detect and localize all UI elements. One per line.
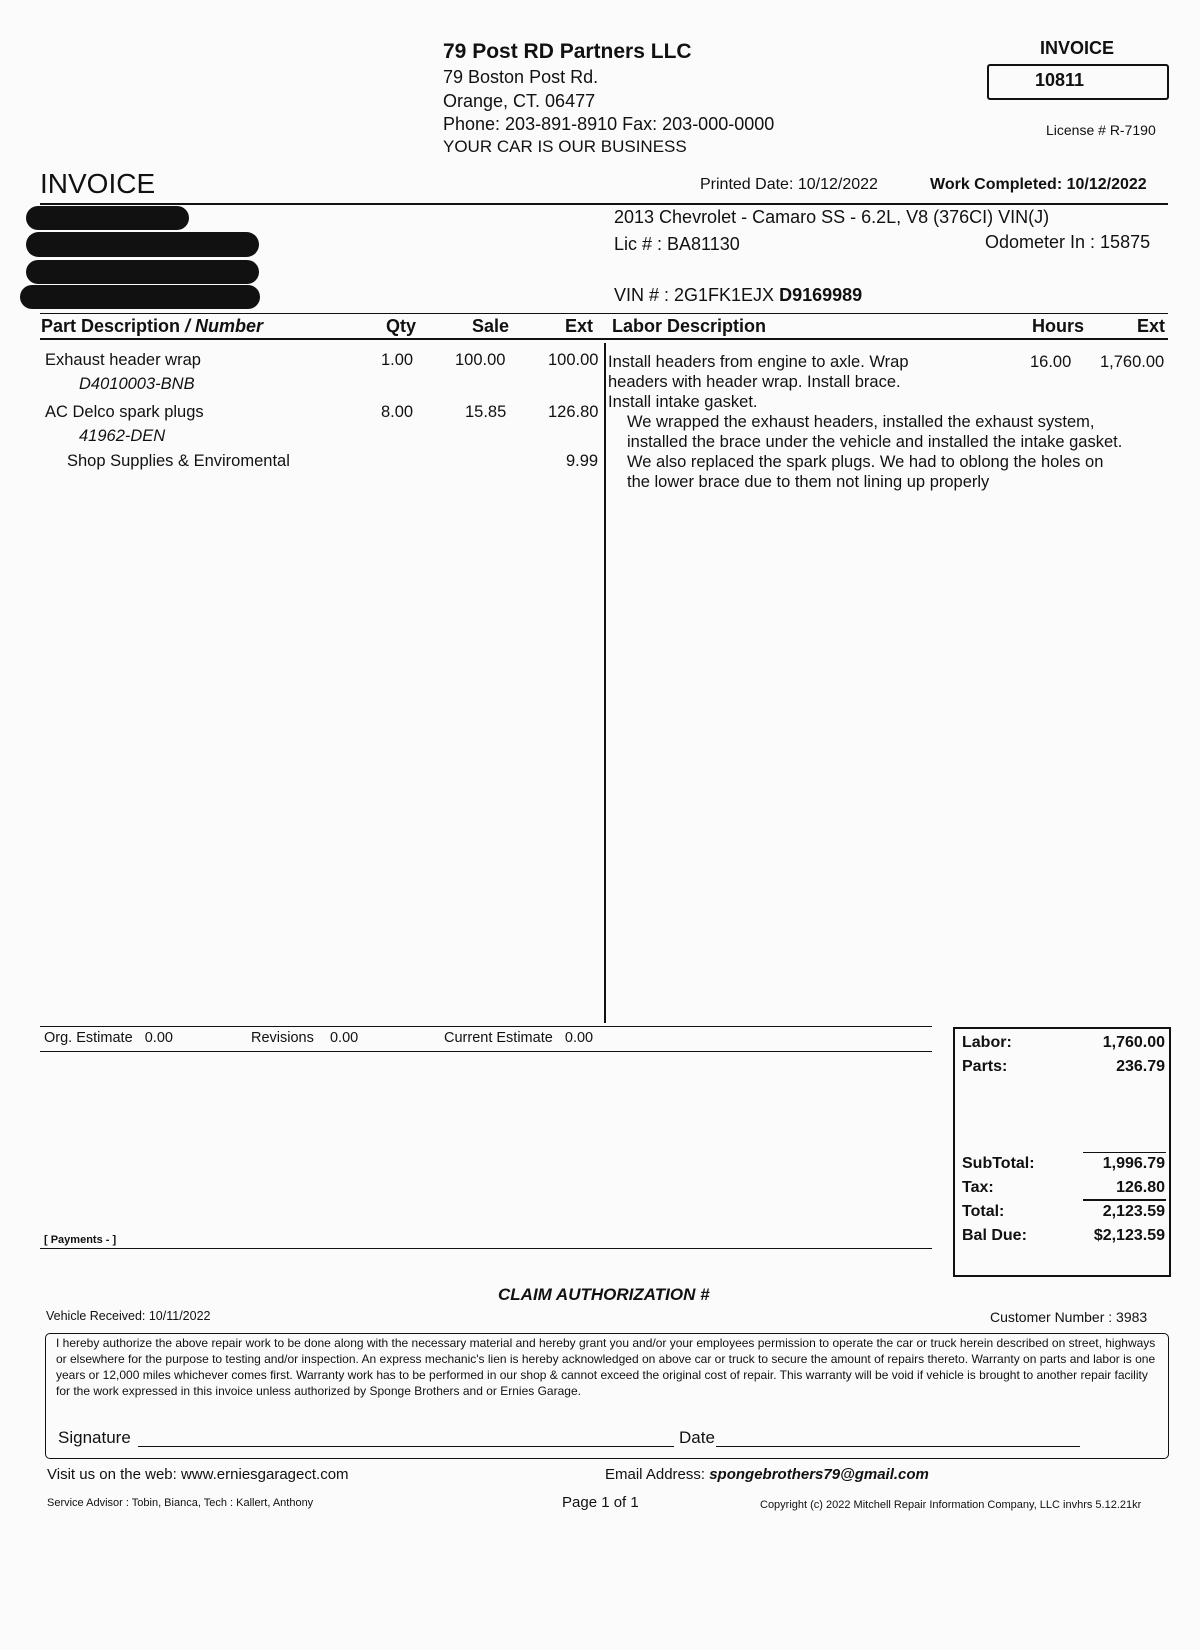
org-estimate: Org. Estimate 0.00 [44,1030,173,1046]
company-address-line1: 79 Boston Post Rd. [443,67,599,87]
work-completed-date: Work Completed: 10/12/2022 [930,176,1147,193]
footer-email: Email Address: spongebrothers79@gmail.com [605,1466,929,1483]
estimates-bottom-rule [40,1051,932,1052]
totals-balance-due-label: Bal Due: [962,1227,1027,1244]
vin-prefix: VIN # : 2G1FK1EJX [614,285,780,305]
redacted-customer-city [26,260,259,284]
totals-subtotal-label: SubTotal: [962,1155,1035,1172]
footer-page-number: Page 1 of 1 [562,1494,639,1511]
labor-note-line: the lower brace due to them not lining up properly [627,473,990,491]
subtotal-rule [1083,1152,1166,1153]
col-header-labor-ext: Ext [1137,316,1166,336]
claim-authorization: CLAIM AUTHORIZATION # [498,1285,710,1304]
signature-line[interactable] [138,1446,674,1447]
totals-tax-label: Tax: [962,1179,994,1196]
current-estimate: Current Estimate 0.00 [444,1030,594,1046]
footer-website: Visit us on the web: www.erniesgaragect.com [47,1466,349,1483]
totals-parts-value: 236.79 [1116,1058,1165,1075]
payments-rule [40,1248,932,1249]
col-header-labor-description: Labor Description [612,316,767,336]
date-line[interactable] [716,1446,1080,1447]
labor-line-1: Install headers from engine to axle. Wrap [608,353,909,371]
vehicle-vin [614,285,862,306]
labor-note-line: We wrapped the exhaust headers, installed the exhaust system, [627,413,1095,431]
part-description: Shop Supplies & Enviromental [67,452,290,470]
totals-balance-due-value: $2,123.59 [1093,1227,1165,1244]
part-ext: 126.80 [548,403,599,421]
totals-tax-value: 126.80 [1116,1179,1165,1196]
invoice-number: 10811 [1035,70,1085,90]
part-description: Exhaust header wrap [45,351,201,369]
col-header-hours: Hours [1032,316,1085,336]
col-header-part-description: Part Description / Number [41,316,264,336]
parts-labor-divider [604,343,606,1023]
part-qty: 1.00 [381,351,414,369]
company-address-line2: Orange, CT. 06477 [443,91,596,111]
part-ext: 100.00 [548,351,599,369]
totals-labor-value: 1,760.00 [1102,1034,1165,1051]
company-name: 79 Post RD Partners LLC [443,40,692,63]
labor-note-line: We also replaced the spark plugs. We had to oblong the holes on [627,453,1104,471]
labor-line-3: Install intake gasket. [608,393,758,411]
vehicle-description: 2013 Chevrolet - Camaro SS - 6.2L, V8 (376CI) VIN(J) [614,207,1050,227]
invoice-box-label: INVOICE [1040,38,1115,58]
authorization-text: I hereby authorize the above repair work to be done along with the necessary material and hereby grant you and/or your employees permission to operate the car or truck herein described on street, highways or elsewhere for the purpose to testing and/or inspection. An express mechanic's lien is hereby acknowledged on above car or truck to secure the amount of repairs thereto. Warranty on parts and labor is one years or 12,000 miles whichever comes first. Warranty work has to be performed in our shop & cannot exceed the original cost of repair. This warranty will be void if vehicle is brought to another repair facility for the work expressed in this invoice unless authorized by Sponge Brothers and or Ernies Garage. [56,1336,1156,1398]
part-number: D4010003-BNB [79,375,195,393]
part-number: 41962-DEN [79,427,166,445]
revisions: Revisions 0.00 [251,1030,359,1046]
col-header-qty: Qty [386,316,417,336]
footer-service-advisor: Service Advisor : Tobin, Bianca, Tech : Kallert, Anthony [47,1497,314,1509]
totals-labor-label: Labor: [962,1034,1012,1051]
vehicle-license-plate: Lic # : BA81130 [614,234,740,254]
total-rule [1083,1199,1166,1201]
vehicle-received-date: Vehicle Received: 10/11/2022 [46,1309,211,1323]
signature-label: Signature [58,1428,131,1447]
col-header-sale: Sale [472,316,510,336]
part-ext: 9.99 [566,452,599,470]
labor-note-line: installed the brace under the vehicle and installed the intake gasket. [627,433,1123,451]
redacted-customer-name [26,206,189,230]
table-header-rule [40,338,1168,340]
labor-hours: 16.00 [1030,353,1072,371]
estimates-top-rule [40,1026,932,1027]
redacted-customer-address [26,232,259,257]
part-description: AC Delco spark plugs [45,403,204,421]
company-phone-fax: Phone: 203-891-8910 Fax: 203-000-0000 [443,114,775,134]
customer-number: Customer Number : 3983 [990,1309,1148,1325]
vin-suffix: D9169989 [779,285,863,305]
totals-parts-label: Parts: [962,1058,1008,1075]
date-label: Date [679,1428,715,1447]
title-divider [40,203,1168,205]
table-header-top-rule [40,313,1168,314]
labor-line-2: headers with header wrap. Install brace. [608,373,901,391]
footer-copyright: Copyright (c) 2022 Mitchell Repair Information Company, LLC invhrs 5.12.21kr [760,1499,1142,1511]
part-sale: 15.85 [465,403,507,421]
odometer-in: Odometer In : 15875 [985,232,1151,252]
col-header-ext: Ext [565,316,594,336]
totals-subtotal-value: 1,996.79 [1102,1155,1165,1172]
redacted-customer-phone [20,285,260,309]
license-number: License # R-7190 [1046,122,1156,138]
payments-label: [ Payments - ] [44,1234,117,1246]
page-title: INVOICE [40,168,156,199]
company-slogan: YOUR CAR IS OUR BUSINESS [443,137,687,156]
totals-total-value: 2,123.59 [1102,1203,1165,1220]
totals-total-label: Total: [962,1203,1005,1220]
part-qty: 8.00 [381,403,414,421]
part-sale: 100.00 [455,351,506,369]
labor-ext: 1,760.00 [1100,353,1165,371]
printed-date: Printed Date: 10/12/2022 [700,176,878,193]
